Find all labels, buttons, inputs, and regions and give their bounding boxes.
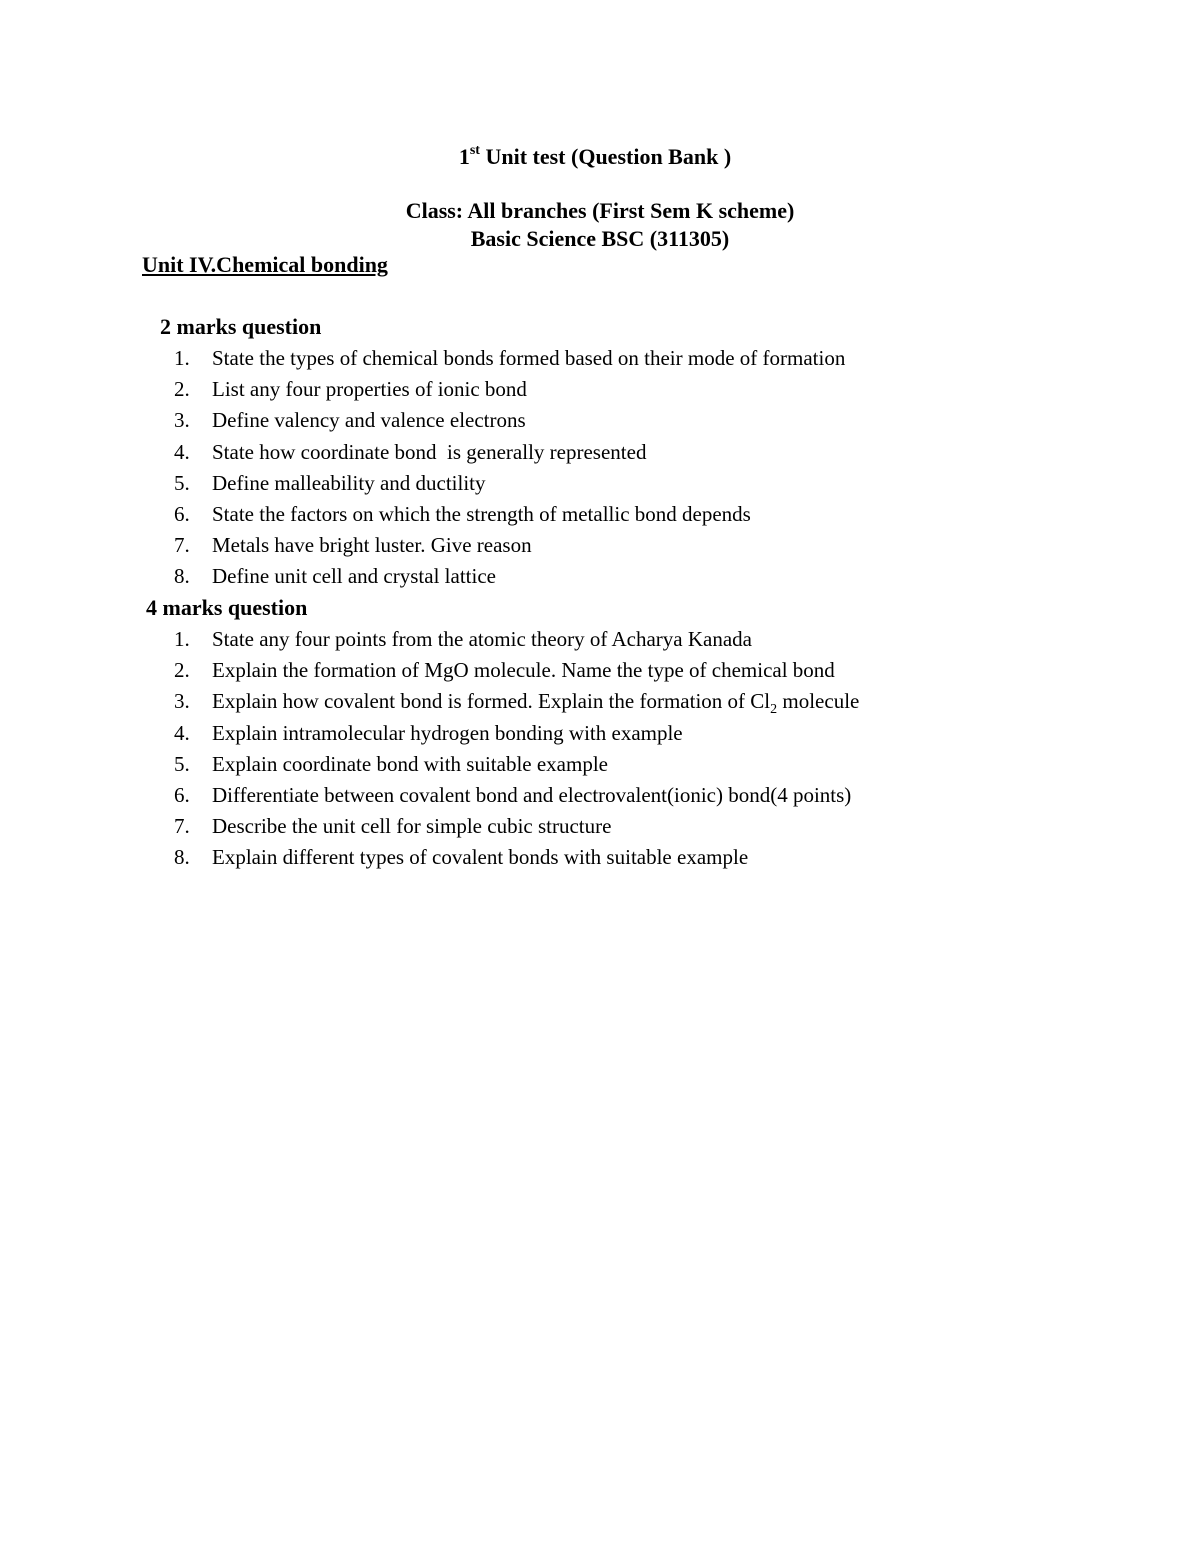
two-marks-heading: 2 marks question xyxy=(160,314,322,339)
question-number: 3. xyxy=(174,408,190,433)
question-number: 8. xyxy=(174,564,190,589)
question-text-tail: molecule xyxy=(777,689,860,714)
question-text: State the factors on which the strength of metallic bond depends xyxy=(212,501,751,526)
question-text: Explain different types of covalent bonds with suitable example xyxy=(212,845,749,870)
question-number: 5. xyxy=(174,751,190,776)
four-marks-heading: 4 marks question xyxy=(146,595,308,620)
question-number: 4. xyxy=(174,720,190,745)
question-text: Explain intramolecular hydrogen bonding with example xyxy=(212,720,683,745)
question-number: 7. xyxy=(174,814,190,839)
page-title xyxy=(0,144,1195,170)
question-number: 1. xyxy=(174,627,190,651)
question-number: 5. xyxy=(174,470,190,495)
question-text-main: Explain how covalent bond is formed. Explain the formation of Cl xyxy=(212,689,771,714)
question-text: List any four properties of ionic bond xyxy=(212,377,527,402)
question-text: State the types of chemical bonds formed based on their mode of formation xyxy=(212,346,846,370)
unit-heading: Unit IV.Chemical bonding xyxy=(142,252,388,277)
title-superscript: st xyxy=(469,142,480,158)
question-text xyxy=(212,688,860,718)
question-number: 2. xyxy=(174,377,190,402)
question-number: 1. xyxy=(174,346,190,370)
chlorine-subscript: 2 xyxy=(770,702,778,718)
question-text: Describe the unit cell for simple cubic structure xyxy=(212,814,612,839)
question-number: 6. xyxy=(174,501,190,526)
question-text: Explain the formation of MgO molecule. Name the type of chemical bond xyxy=(212,658,835,683)
title-text: Unit test (Question Bank ) xyxy=(479,144,732,169)
question-number: 3. xyxy=(174,689,190,714)
question-text: Metals have bright luster. Give reason xyxy=(212,533,532,558)
question-text: Define malleability and ductility xyxy=(212,470,486,495)
question-number: 2. xyxy=(174,658,190,683)
question-text: Define unit cell and crystal lattice xyxy=(212,564,496,589)
question-text: Explain coordinate bond with suitable example xyxy=(212,751,608,776)
question-number: 8. xyxy=(174,845,190,870)
class-line: Class: All branches (First Sem K scheme) xyxy=(405,198,795,223)
question-number: 7. xyxy=(174,533,190,558)
question-text: Differentiate between covalent bond and electrovalent(ionic) bond(4 points) xyxy=(212,782,852,807)
subject-line: Basic Science BSC (311305) xyxy=(470,226,730,251)
question-text: Define valency and valence electrons xyxy=(212,408,526,433)
question-number: 6. xyxy=(174,782,190,807)
question-text: State any four points from the atomic theory of Acharya Kanada xyxy=(212,627,752,651)
title-number: 1 xyxy=(458,144,470,169)
question-number: 4. xyxy=(174,439,190,464)
question-text: State how coordinate bond is generally represented xyxy=(212,439,647,464)
